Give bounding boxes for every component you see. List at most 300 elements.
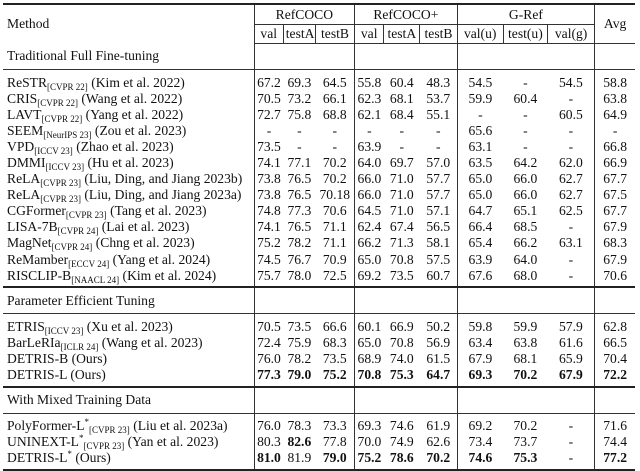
value-cell: 63.1	[558, 235, 583, 251]
value-cell: -	[568, 138, 574, 154]
section-spacer	[595, 287, 635, 314]
value-cell: 66.2	[513, 235, 538, 251]
citation: (Kim et al. 2024)	[122, 267, 217, 283]
method-cell	[3, 434, 254, 450]
value-cell: 75.2	[355, 450, 384, 470]
value-cell: 76.5	[287, 171, 312, 187]
value-cell: 66.1	[322, 90, 347, 106]
value-cell: 70.6	[595, 267, 635, 287]
method-cell	[3, 106, 254, 122]
method-name: BarLeRIa	[7, 334, 61, 350]
value-cell: 73.8	[254, 171, 283, 187]
value-cell: -	[399, 138, 405, 154]
method-name: ReLA	[7, 187, 41, 203]
value-cell: 74.0	[389, 350, 414, 366]
method-cell	[3, 122, 254, 138]
value-cell: 55.1	[426, 106, 451, 122]
value-cell: 69.3	[355, 413, 384, 434]
method-cell	[3, 413, 254, 434]
citation: (Liu, Ding, and Jiang 2023b)	[84, 171, 243, 187]
section-spacer	[457, 287, 595, 314]
value-cell: 70.8	[355, 367, 384, 387]
value-cell: -	[297, 122, 302, 138]
value-cell: 56.9	[426, 334, 451, 350]
method-cell	[3, 450, 254, 470]
value-cell: 64.5	[355, 203, 384, 219]
value-cell: 57.7	[426, 187, 451, 203]
value-cell: 62.5	[558, 203, 583, 219]
subcol-header: testB	[315, 25, 354, 44]
method-cell	[3, 187, 254, 203]
value-cell: 70.4	[595, 350, 635, 366]
value-cell: 67.7	[595, 171, 635, 187]
value-cell: 55.8	[355, 70, 384, 91]
value-cell: 68.8	[322, 106, 347, 122]
section-spacer	[254, 387, 354, 414]
value-cell: 57.7	[426, 171, 451, 187]
subcol-header: val	[254, 25, 283, 44]
value-cell: 66.9	[595, 154, 635, 170]
value-cell: -	[568, 450, 574, 466]
method-name: DETRIS-L	[7, 450, 68, 466]
value-cell: 79.0	[322, 450, 347, 466]
value-cell: 77.3	[254, 367, 283, 387]
method-name: CRIS	[7, 90, 38, 106]
value-cell: 67.2	[254, 70, 283, 91]
value-cell: 70.2	[322, 155, 347, 171]
value-cell: 65.4	[457, 235, 503, 251]
value-cell: 75.2	[322, 367, 347, 383]
value-cell: 75.3	[513, 450, 538, 466]
value-cell: 66.0	[513, 187, 538, 203]
value-cell: 78.0	[287, 267, 312, 283]
mixed-data-star: *	[84, 417, 90, 428]
method-cell	[3, 367, 254, 387]
value-cell: 65.0	[457, 171, 503, 187]
method-name: DETRIS-L	[7, 367, 67, 383]
value-cell: 81.0	[254, 450, 283, 470]
value-cell: 69.2	[457, 413, 503, 434]
value-cell: 75.7	[254, 267, 283, 287]
value-cell: -	[568, 434, 574, 450]
value-cell: 66.0	[355, 187, 384, 203]
section-spacer	[595, 387, 635, 414]
value-cell: 60.5	[558, 106, 583, 122]
value-cell: 73.5	[322, 350, 347, 366]
value-cell: 65.0	[457, 187, 503, 203]
value-cell: 65.1	[513, 203, 538, 219]
value-cell: 62.0	[558, 155, 583, 171]
method-name: PolyFormer-L	[7, 418, 85, 434]
value-cell: 66.8	[595, 138, 635, 154]
value-cell: 70.2	[322, 171, 347, 187]
section-spacer	[254, 287, 354, 314]
value-cell: 68.3	[595, 235, 635, 251]
value-cell: 73.3	[322, 418, 347, 434]
value-cell: 67.6	[457, 267, 503, 287]
value-cell: 70.5	[254, 314, 283, 335]
section-spacer	[595, 44, 635, 70]
value-cell: 60.4	[513, 90, 538, 106]
value-cell: 62.7	[558, 171, 583, 187]
citation: (Yan et al. 2023)	[127, 434, 219, 450]
value-cell: 62.4	[355, 219, 384, 235]
value-cell: 71.1	[322, 235, 347, 251]
table-row	[3, 314, 635, 335]
table-row	[3, 122, 635, 138]
method-name: LAVT	[7, 106, 42, 122]
value-cell: 76.0	[254, 350, 283, 366]
value-cell: -	[355, 122, 384, 138]
citation: (Liu, Ding, and Jiang 2023a)	[84, 187, 242, 203]
value-cell: 78.2	[287, 235, 312, 251]
value-cell: 76.0	[254, 413, 283, 434]
table-row	[3, 251, 635, 267]
table-row	[3, 434, 635, 450]
venue: [CVPR 24]	[51, 242, 93, 253]
value-cell: 74.6	[457, 450, 503, 470]
table-row	[3, 235, 635, 251]
value-cell: 64.5	[322, 74, 347, 90]
value-cell: 58.8	[595, 70, 635, 91]
value-cell: 71.0	[389, 171, 414, 187]
table-row	[3, 90, 635, 106]
method-name: ReSTR	[7, 74, 48, 90]
subcol-header: val(g)	[548, 25, 595, 44]
value-cell: 48.3	[426, 74, 451, 90]
value-cell: 64.9	[595, 106, 635, 122]
value-cell: 74.1	[254, 219, 283, 235]
table-row	[3, 154, 635, 170]
method-header: Method	[7, 16, 50, 32]
value-cell: 74.9	[389, 434, 414, 450]
value-cell: 77.3	[287, 203, 312, 219]
value-cell: 57.0	[426, 155, 451, 171]
value-cell: 67.7	[595, 203, 635, 219]
value-cell: -	[332, 138, 338, 154]
value-cell: 67.5	[595, 187, 635, 203]
value-cell: 74.5	[254, 251, 283, 267]
value-cell: 74.6	[389, 418, 414, 434]
venue: [CVPR 23]	[40, 194, 81, 205]
value-cell: 70.2	[513, 367, 538, 383]
mixed-data-star: *	[67, 449, 72, 460]
value-cell: 64.2	[513, 155, 538, 171]
method-cell	[3, 171, 254, 187]
venue: [NAACL 24]	[71, 274, 120, 285]
citation: (Hu et al. 2023)	[87, 155, 174, 171]
value-cell: 69.3	[457, 367, 503, 387]
section-title: With Mixed Training Data	[3, 387, 254, 414]
value-cell: -	[595, 122, 635, 138]
value-cell: 62.3	[355, 90, 384, 106]
citation: (Wang et al. 2023)	[101, 334, 203, 350]
value-cell: 66.6	[322, 318, 347, 334]
citation: (Liu et al. 2023a)	[133, 418, 228, 434]
value-cell: 73.5	[254, 138, 283, 154]
value-cell: 65.9	[558, 350, 583, 366]
value-cell: 68.4	[389, 106, 414, 122]
value-cell: 54.5	[457, 70, 503, 91]
value-cell: 68.0	[513, 267, 538, 283]
value-cell: 69.7	[389, 155, 414, 171]
value-cell: 77.1	[287, 155, 312, 171]
value-cell: 63.8	[513, 334, 538, 350]
value-cell: -	[254, 122, 283, 138]
value-cell: 57.9	[558, 318, 583, 334]
value-cell: 68.5	[513, 219, 538, 235]
citation: (Ours)	[70, 367, 106, 383]
table-row	[3, 106, 635, 122]
venue: [ICCV 23]	[45, 162, 85, 173]
method-cell	[3, 219, 254, 235]
method-cell	[3, 70, 254, 91]
section-row	[3, 387, 635, 414]
value-cell: 66.0	[355, 171, 384, 187]
value-cell: -	[332, 122, 338, 138]
value-cell: -	[435, 122, 441, 138]
citation: (Xu et al. 2023)	[86, 318, 173, 334]
value-cell: 78.6	[389, 450, 414, 466]
subcol-header: testA	[384, 25, 420, 44]
method-name: LISA-7B	[7, 219, 58, 235]
value-cell: 76.7	[287, 251, 312, 267]
value-cell: 67.9	[595, 251, 635, 267]
value-cell: 82.6	[287, 434, 312, 450]
value-cell: 67.9	[457, 350, 503, 366]
value-cell: -	[523, 138, 528, 154]
subcol-header: val	[355, 25, 384, 44]
section-spacer	[355, 287, 457, 314]
method-name: DETRIS-B	[7, 350, 69, 366]
section-spacer	[457, 44, 595, 70]
value-cell: 71.6	[595, 413, 635, 434]
citation: (Yang et al. 2024)	[112, 251, 211, 267]
table-row	[3, 367, 635, 387]
table-row	[3, 334, 635, 350]
table-row	[3, 413, 635, 434]
subcol-header: val(u)	[457, 25, 503, 44]
venue: [CVPR 23]	[89, 425, 130, 436]
citation: (Zhao et al. 2023)	[76, 138, 174, 154]
method-name: MagNet	[7, 235, 52, 251]
value-cell: -	[523, 106, 528, 122]
value-cell: 63.9	[457, 251, 503, 267]
section-title: Traditional Full Fine-tuning	[3, 44, 254, 70]
subcol-header: testB	[420, 25, 457, 44]
value-cell: 63.4	[457, 334, 503, 350]
value-cell: 70.2	[426, 450, 451, 466]
table-row	[3, 350, 635, 366]
citation: (Chng et al. 2023)	[95, 235, 195, 251]
method-cell	[3, 350, 254, 366]
method-name: DMMI	[7, 155, 46, 171]
value-cell: 70.8	[389, 251, 414, 267]
value-cell: 73.4	[457, 434, 503, 450]
value-cell: -	[297, 138, 302, 154]
value-cell: 62.1	[355, 106, 384, 122]
value-cell: 75.9	[287, 334, 312, 350]
table-row	[3, 450, 635, 470]
value-cell: 70.8	[389, 334, 414, 350]
value-cell: -	[568, 418, 574, 434]
value-cell: 67.9	[595, 219, 635, 235]
method-name: RISCLIP-B	[7, 267, 72, 283]
value-cell: 66.0	[513, 171, 538, 187]
method-cell	[3, 90, 254, 106]
value-cell: 70.9	[322, 251, 347, 267]
value-cell: 73.5	[389, 267, 414, 283]
value-cell: 58.1	[426, 235, 451, 251]
value-cell: 57.1	[426, 203, 451, 219]
value-cell: 78.2	[287, 350, 312, 366]
value-cell: 76.5	[287, 219, 312, 235]
venue: [CVPR 24]	[57, 226, 99, 237]
table-row	[3, 70, 635, 91]
value-cell: 59.9	[457, 90, 503, 106]
section-spacer	[457, 387, 595, 414]
value-cell: 50.2	[426, 318, 451, 334]
value-cell: 71.0	[389, 187, 414, 203]
table-row	[3, 219, 635, 235]
value-cell: 64.0	[513, 251, 538, 267]
value-cell: 54.5	[558, 74, 583, 90]
value-cell: 66.5	[595, 334, 635, 350]
value-cell: 68.1	[389, 90, 414, 106]
value-cell: -	[568, 251, 574, 267]
value-cell: 56.5	[426, 219, 451, 235]
value-cell: 75.2	[254, 235, 283, 251]
venue: [ICCV 23]	[44, 325, 84, 336]
value-cell: 72.7	[254, 106, 283, 122]
refcoco-plus-header: RefCOCO+	[355, 4, 457, 25]
value-cell: 80.3	[254, 434, 283, 450]
method-cell	[3, 203, 254, 219]
table-row	[3, 187, 635, 203]
value-cell: 62.6	[426, 434, 451, 450]
venue: [CVPR 23]	[83, 441, 125, 452]
value-cell: 77.8	[322, 434, 347, 450]
results-table	[3, 3, 635, 471]
method-cell	[3, 138, 254, 154]
citation: (Ours)	[75, 450, 111, 466]
citation: (Yang et al. 2022)	[85, 106, 184, 122]
value-cell: -	[568, 267, 574, 283]
value-cell: 61.5	[426, 350, 451, 366]
venue: [CVPR 23]	[65, 210, 107, 221]
method-cell	[3, 251, 254, 267]
value-cell: 70.0	[355, 434, 384, 450]
method-cell	[3, 314, 254, 335]
method-name: ETRIS	[7, 318, 45, 334]
value-cell: 64.0	[355, 154, 384, 170]
value-cell: 62.8	[595, 314, 635, 335]
citation: (Wang et al. 2022)	[81, 90, 183, 106]
value-cell: -	[435, 138, 441, 154]
method-name: UNINEXT-L	[7, 434, 79, 450]
value-cell: 73.7	[513, 434, 538, 450]
gref-header: G-Ref	[457, 4, 595, 25]
section-spacer	[355, 44, 457, 70]
value-cell: 67.9	[558, 367, 583, 383]
venue: [ICLR 24]	[60, 341, 99, 352]
value-cell: 61.9	[426, 418, 451, 434]
value-cell: 70.2	[513, 418, 538, 434]
section-spacer	[254, 44, 354, 70]
value-cell: 74.8	[254, 203, 283, 219]
value-cell: -	[457, 106, 503, 122]
citation: (Lai et al. 2023)	[101, 219, 190, 235]
value-cell: 72.2	[595, 367, 635, 387]
value-cell: 75.3	[389, 367, 414, 383]
value-cell: 74.1	[254, 154, 283, 170]
venue: [ECCV 24]	[68, 258, 110, 269]
value-cell: 64.7	[426, 367, 451, 383]
value-cell: 60.1	[355, 314, 384, 335]
value-cell: 81.9	[287, 450, 312, 466]
value-cell: 65.6	[457, 122, 503, 138]
value-cell: 61.6	[558, 334, 583, 350]
value-cell: 57.5	[426, 251, 451, 267]
value-cell: 70.18	[319, 187, 351, 203]
value-cell: 62.7	[558, 187, 583, 203]
venue: [CVPR 22]	[47, 81, 88, 92]
value-cell: 66.9	[389, 318, 414, 334]
value-cell: 68.3	[322, 334, 347, 350]
value-cell: 64.7	[457, 203, 503, 219]
venue: [ICCV 23]	[34, 145, 73, 156]
method-cell	[3, 334, 254, 350]
value-cell: 63.5	[457, 154, 503, 170]
value-cell: 63.8	[595, 90, 635, 106]
method-name: VPD	[7, 138, 35, 154]
value-cell: 75.8	[287, 106, 312, 122]
venue: [CVPR 22]	[41, 113, 83, 124]
value-cell: 53.7	[426, 90, 451, 106]
value-cell: 63.1	[457, 138, 503, 154]
section-row	[3, 44, 635, 70]
value-cell: 70.6	[322, 203, 347, 219]
method-cell	[3, 154, 254, 173]
method-name: ReMamber	[7, 251, 69, 267]
value-cell: 73.8	[254, 187, 283, 203]
value-cell: -	[568, 219, 574, 235]
method-name: ReLA	[7, 171, 41, 187]
value-cell: 69.3	[287, 74, 312, 90]
citation: (Ours)	[71, 350, 108, 366]
refcoco-header: RefCOCO	[254, 4, 354, 25]
value-cell: 65.0	[355, 334, 384, 350]
value-cell: 77.2	[595, 450, 635, 470]
value-cell: 70.5	[254, 90, 283, 106]
value-cell: -	[568, 90, 574, 106]
venue: [CVPR 22]	[37, 97, 78, 108]
value-cell: 71.0	[389, 203, 414, 219]
value-cell: 60.4	[389, 74, 414, 90]
value-cell: 73.2	[287, 90, 312, 106]
value-cell: -	[523, 122, 528, 138]
table-row	[3, 267, 635, 287]
method-cell	[3, 267, 254, 287]
value-cell: 71.1	[322, 219, 347, 235]
value-cell: 69.2	[355, 267, 384, 287]
venue: [NeurIPS 23]	[43, 129, 92, 140]
table-row	[3, 171, 635, 187]
value-cell: 66.2	[355, 235, 384, 251]
avg-header: Avg	[595, 4, 635, 44]
value-cell: 73.5	[287, 318, 312, 334]
value-cell: 68.9	[355, 350, 384, 366]
